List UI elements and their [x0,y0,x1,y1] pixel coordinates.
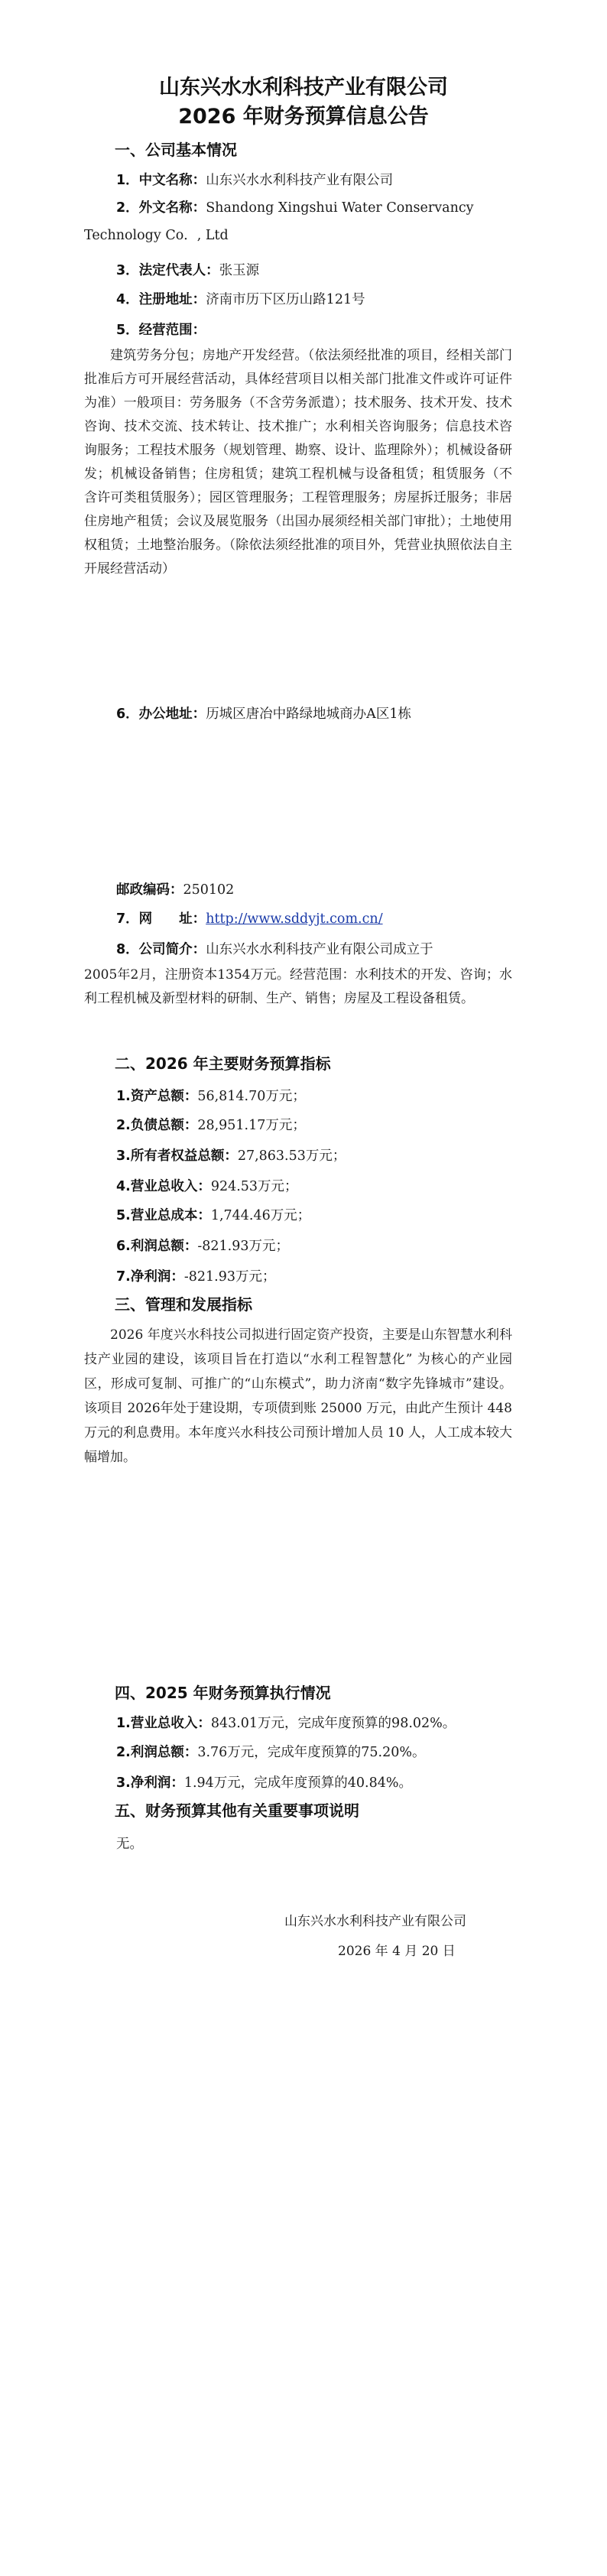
section5-text: 无。 [116,1837,143,1852]
rep-label: 3．法定代表人： [116,263,219,278]
budget-item: 1.资产总额：56,814.70万元； [116,1089,306,1104]
budget-item: 5.营业总成本：1,744.46万元； [116,1208,311,1223]
budget-item: 3.所有者权益总额：27,863.53万元； [116,1148,346,1164]
rep-row [116,260,259,279]
intro-line1: 山东兴水水利科技产业有限公司成立于 [206,942,433,957]
doc-title-line2: 2026 年财务预算信息公告 [178,105,429,128]
section5-heading: 五、财务预算其他有关重要事项说明 [115,1801,359,1820]
execution-item: 2.利润总额：3.76万元，完成年度预算的75.20%。 [116,1745,426,1760]
postal-row [116,879,234,898]
cn-name-row [116,170,393,189]
scope-text: 建筑劳务分包；房地产开发经营。（依法须经批准的项目，经相关部门批准后方可开展经营活动，具体经营项目以相关部门批准文件或许可证件为准）一般项目：劳务服务（不含劳务派遣）；技术服务、技术开发、技术咨询、技术交流、技术转让、技术推广；水利相关咨询服务；信息技术咨询服务；工程技术服务（规划管理、勘察、设计、监理除外）；机械设备研发；机械设备销售；住房租赁；建筑工程机械与设备租赁；租赁服务（不含许可类租赁服务）；园区管理服务；工程管理服务；房屋拆迁服务；非居住房地产租赁；会议及展览服务（出国办展须经相关部门审批）；土地使用权租赁；土地整治服务。（除依法须经批准的项目外，凭营业执照依法自主开展经营活动） [84,348,512,577]
budget-item: 2.负债总额：28,951.17万元； [116,1118,306,1133]
budget-item: 7.净利润：-821.93万元； [116,1269,276,1285]
section3-text: 2026 年度兴水科技公司拟进行固定资产投资，主要是山东智慧水利科技产业园的建设，该项目旨在打造以“水利工程智慧化” 为核心的产业园区，形成可复制、可推广的“山东模式”，助力济南“数字先锋城市”建设。该项目 2026年处于建设期，专项债到账 25000 万元，由此产生预计 448万元的利息费用。本年度兴水科技公司预计增加人员 10 人，人工成本较大幅增加。 [84,1327,512,1465]
office-label: 6．办公地址： [116,707,206,722]
en-name-value-b: Technology Co．, Ltd [84,228,229,243]
addr-value: 济南市历下区历山路121号 [206,292,365,307]
website-link[interactable]: http://www.sddyjt.com.cn/ [206,911,383,927]
web-row [116,908,383,927]
signature-company: 山东兴水水利科技产业有限公司 [284,1914,466,1929]
office-value: 历城区唐冶中路绿地城商办A区1栋 [206,707,411,722]
intro-rest: 2005年2月，注册资本1354万元。经营范围：水利技术的开发、咨询；水利工程机械及新型材料的研制、生产、销售；房屋及工程设备租赁。 [84,967,512,1006]
section1-heading: 一、公司基本情况 [115,141,237,159]
execution-item: 1.营业总收入：843.01万元，完成年度预算的98.02%。 [116,1716,456,1731]
scope-label: 5．经营范围： [116,323,206,338]
budget-item: 4.营业总收入：924.53万元； [116,1179,298,1194]
addr-row [116,289,365,308]
section3-heading: 三、管理和发展指标 [115,1295,252,1314]
execution-item: 3.净利润：1.94万元，完成年度预算的40.84%。 [116,1775,413,1791]
en-name-label: 2．外文名称： [116,200,206,216]
postal-label: 邮政编码： [116,882,183,898]
section2-heading: 二、2026 年主要财务预算指标 [115,1054,331,1073]
office-row [116,703,411,723]
en-name-row [116,197,474,216]
cn-name-label: 1．中文名称： [116,173,206,188]
intro-label: 8．公司简介： [116,942,206,957]
postal-value: 250102 [183,882,235,898]
budget-item: 6.利润总额：-821.93万元； [116,1239,289,1254]
signature-date: 2026 年 4 月 20 日 [338,1944,456,1959]
web-label: 7．网 址： [116,911,206,927]
doc-title-line1: 山东兴水水利科技产业有限公司 [159,76,448,99]
section4-heading: 四、2025 年财务预算执行情况 [115,1684,331,1702]
addr-label: 4．注册地址： [116,292,206,307]
cn-name-value: 山东兴水水利科技产业有限公司 [206,173,394,188]
en-name-value-a: Shandong Xingshui Water Conservancy [206,200,474,216]
rep-value: 张玉源 [219,263,260,278]
intro-row [116,939,433,958]
